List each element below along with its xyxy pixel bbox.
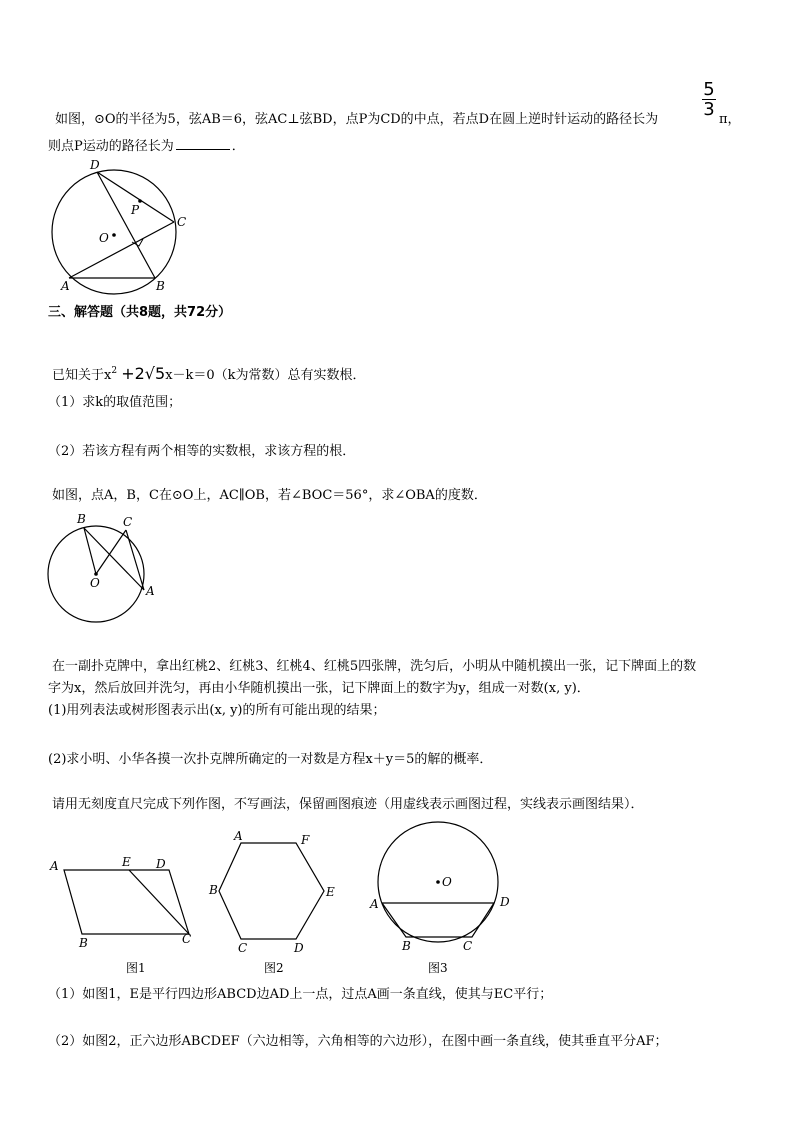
q1-label-D: D [90, 158, 100, 172]
q1-circle [52, 170, 176, 294]
q5-figure-1 [44, 850, 204, 980]
q5-part1: （1）如图1，E是平行四边形ABCD边AD上一点，过点A画一条直线，使其与EC平行； [48, 987, 553, 1002]
q5-part2: （2）如图2，正六边形ABCDEF（六边相等，六角相等的六边形），在图中画一条直线，使其垂直平分AF； [48, 1034, 668, 1049]
q1-label-A: A [61, 279, 70, 293]
q2-exponent: 2 [111, 366, 118, 376]
fig1-label-D: D [156, 857, 166, 871]
q4-part1: (1)用列表法或树形图表示出(x, y)的所有可能出现的结果； [48, 703, 386, 718]
fig1-label-E: E [122, 855, 131, 869]
fig3-label-D: D [500, 895, 510, 909]
q1-circle-diagram [44, 156, 204, 296]
q1-line2-post: ． [231, 139, 245, 154]
q1-frac-den: 3 [703, 99, 715, 120]
q5-text: 请用无刻度直尺完成下列作图，不写画法，保留画图痕迹（用虚线表示画图过程，实线表示画图结果）． [52, 797, 644, 812]
q4-part2: (2)求小明、小华各摸一次扑克牌所确定的一对数是方程x＋y＝5的解的概率． [48, 752, 493, 767]
q1-label-B: B [156, 279, 165, 293]
fig3-caption: 图3 [428, 961, 448, 975]
fig2-label-E: E [326, 885, 335, 899]
fig2-label-F: F [301, 833, 310, 847]
fig3-label-C: C [463, 939, 473, 953]
fig1-label-C: C [182, 932, 192, 946]
fig1-label-A: A [50, 859, 59, 873]
q1-frac-num: 5 [703, 79, 715, 100]
fig1-label-B: B [79, 936, 88, 950]
q2-radical-term: +2√5 [121, 364, 166, 383]
fig2-label-B: B [209, 883, 218, 897]
q1-chord-BD [97, 172, 155, 278]
q3-label-B: B [77, 512, 86, 526]
q1-label-C: C [177, 215, 187, 229]
q2-post: x－k＝0（k为常数）总有实数根． [165, 368, 366, 383]
fig3-label-O: O [442, 875, 452, 889]
q1-line1-text: 如图，⊙O的半径为5，弦AB＝6，弦AC⊥弦BD，点P为CD的中点，若点D在圆上逆时针运动的路径长为 [55, 112, 659, 127]
fig2-hexagon [219, 843, 324, 939]
fig2-caption: 图2 [264, 961, 284, 975]
q3-text: 如图，点A，B，C在⊙O上，AC∥OB，若∠BOC＝56°，求∠OBA的度数． [52, 488, 487, 503]
fig3-point-O [436, 880, 440, 884]
fig2-label-C: C [238, 941, 248, 955]
q3-label-C: C [123, 515, 133, 529]
q1-label-P: P [131, 203, 140, 217]
section-3-title: 三、解答题（共8题，共72分） [48, 305, 232, 320]
q4-line2: 字为x，然后放回并洗匀，再由小华随机摸出一张，记下牌面上的数字为y，组成一对数(x, y)． [48, 681, 590, 696]
fig1-caption: 图1 [126, 961, 146, 975]
fig1-segment-EC [129, 870, 189, 934]
fig3-label-B: B [402, 939, 411, 953]
q1-label-O: O [99, 231, 109, 245]
q2-part1: （1）求k的取值范围； [48, 395, 182, 410]
q5-figure-2 [204, 826, 344, 980]
q1-line2 [48, 137, 245, 155]
q1-answer-blank [176, 137, 230, 150]
fig3-trapezoid [382, 903, 494, 937]
fig2-label-A: A [234, 829, 243, 843]
q1-point-O [112, 233, 116, 237]
fig1-parallelogram [64, 870, 189, 934]
fig3-label-A: A [370, 897, 379, 911]
q2-pre: 已知关于x [52, 368, 112, 383]
q4-line1: 在一副扑克牌中，拿出红桃2、红桃3、红桃4、红桃5四张牌，洗匀后，小明从中随机摸出一张，记下牌面上的数 [52, 659, 697, 674]
q1-chord-AC [69, 222, 174, 278]
q1-line1 [55, 112, 658, 128]
q2-line [52, 366, 366, 385]
q5-figure-3 [368, 820, 518, 980]
q1-fraction [702, 80, 716, 119]
fig2-label-D: D [294, 941, 304, 955]
q1-pi: π， [719, 112, 741, 127]
q3-circle-diagram [44, 508, 164, 628]
q2-part2: （2）若该方程有两个相等的实数根，求该方程的根． [48, 444, 356, 459]
q1-line2-pre: 则点P运动的路径长为 [48, 139, 174, 154]
q3-label-O: O [90, 576, 100, 590]
q3-label-A: A [146, 584, 155, 598]
